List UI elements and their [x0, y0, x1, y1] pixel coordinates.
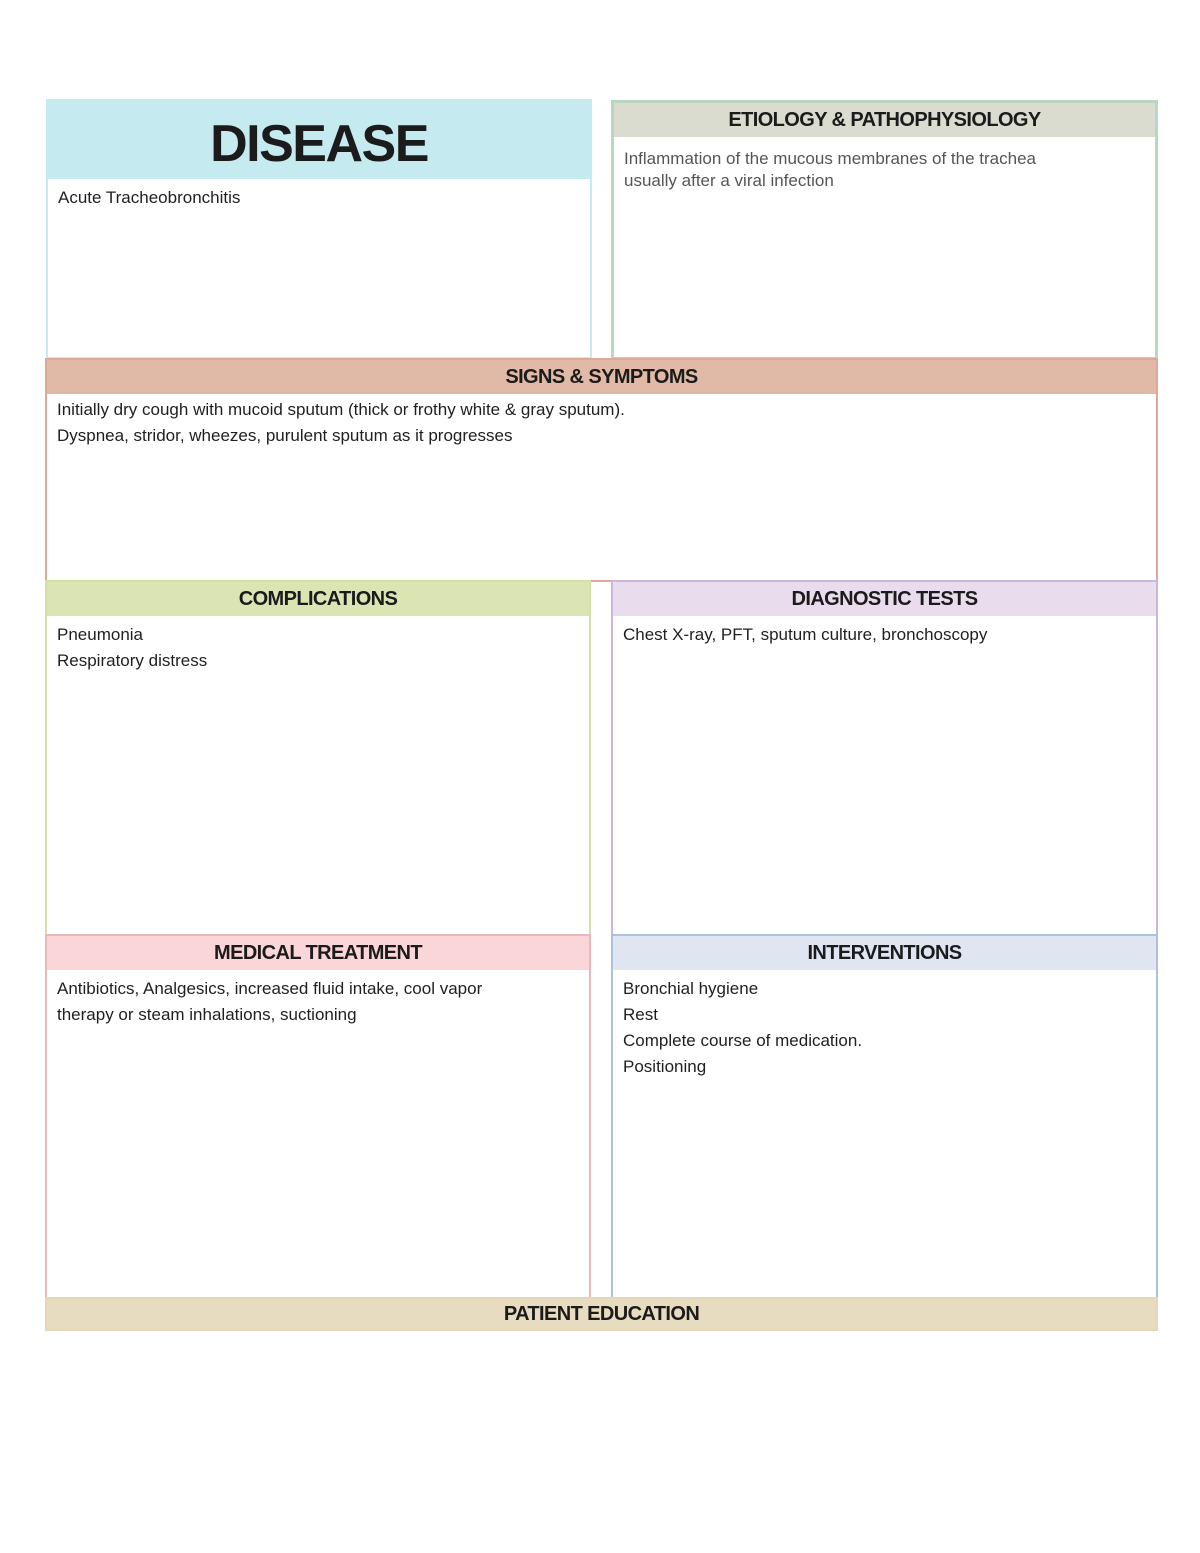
interventions-header: INTERVENTIONS	[613, 936, 1156, 970]
disease-title: DISEASE	[48, 99, 590, 179]
complications-line: Respiratory distress	[57, 651, 208, 670]
diagnostic-content	[613, 616, 1156, 648]
etiology-line: Inflammation of the mucous membranes of the trachea	[624, 149, 1036, 168]
disease-section	[46, 99, 592, 359]
signs-line: Dyspnea, stridor, wheezes, purulent sputum as it progresses	[57, 426, 513, 445]
signs-content	[47, 394, 1156, 449]
interventions-line: Bronchial hygiene	[623, 979, 759, 998]
medical-treatment-section	[45, 934, 591, 1299]
interventions-section	[611, 934, 1158, 1299]
signs-line: Initially dry cough with mucoid sputum (thick or frothy white & gray sputum).	[57, 400, 625, 419]
interventions-content	[613, 970, 1156, 1080]
etiology-section	[611, 100, 1158, 360]
medical-treatment-content	[47, 970, 589, 1028]
complications-section	[45, 580, 591, 937]
interventions-line: Complete course of medication.	[623, 1031, 863, 1050]
patient-education-section	[45, 1297, 1158, 1331]
diagnostic-header: DIAGNOSTIC TESTS	[613, 582, 1156, 616]
disease-name: Acute Tracheobronchitis	[58, 188, 241, 207]
etiology-content	[614, 137, 1155, 192]
disease-content	[48, 179, 590, 211]
complications-line: Pneumonia	[57, 625, 144, 644]
interventions-line: Rest	[623, 1005, 658, 1024]
complications-content	[47, 616, 589, 674]
medical-treatment-header: MEDICAL TREATMENT	[47, 936, 589, 970]
diagnostic-section	[611, 580, 1158, 937]
complications-header: COMPLICATIONS	[47, 582, 589, 616]
signs-header: SIGNS & SYMPTOMS	[47, 360, 1156, 394]
signs-section	[45, 358, 1158, 582]
etiology-line: usually after a viral infection	[624, 171, 834, 190]
medical-treatment-line: Antibiotics, Analgesics, increased fluid intake, cool vapor	[57, 979, 483, 998]
etiology-header: ETIOLOGY & PATHOPHYSIOLOGY	[614, 103, 1155, 137]
medical-treatment-line: therapy or steam inhalations, suctioning	[57, 1005, 357, 1024]
interventions-line: Positioning	[623, 1057, 707, 1076]
diagnostic-line: Chest X-ray, PFT, sputum culture, bronchoscopy	[623, 625, 988, 644]
patient-education-header: PATIENT EDUCATION	[503, 1303, 700, 1325]
